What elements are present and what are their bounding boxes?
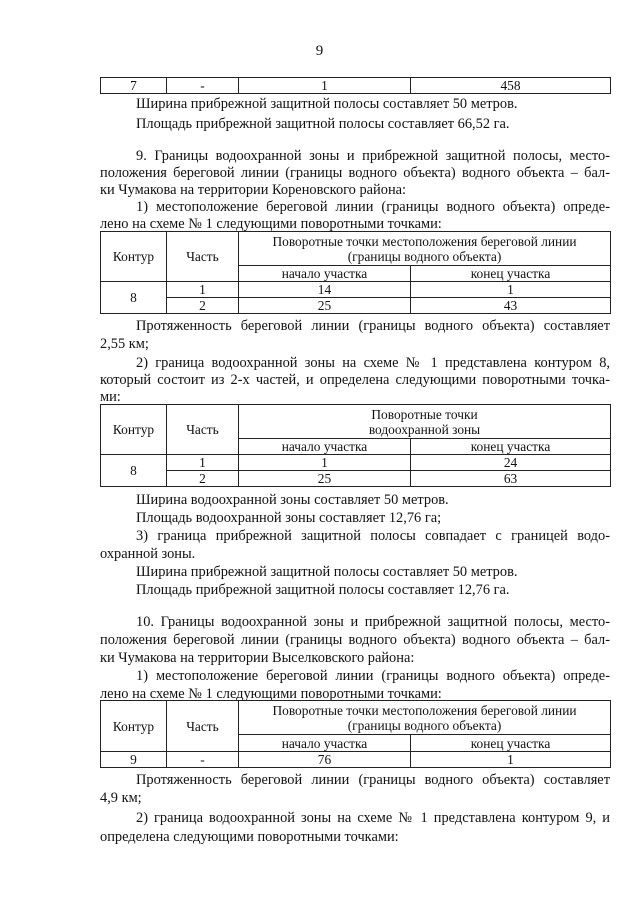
top-table xyxy=(100,77,611,94)
paragraph-line: Площадь прибрежной защитной полосы составляет 12,76 га. xyxy=(136,582,510,598)
group-header: Поворотные точки местоположения береговой линии (границы водного объекта) xyxy=(239,232,611,266)
paragraph-line: который состоит из 2-х частей, и определена следующими поворотными точка- xyxy=(100,372,610,388)
table-cell: 25 xyxy=(239,471,411,487)
column-header: конец участка xyxy=(411,439,611,455)
paragraph-line: 4,9 км; xyxy=(100,790,142,806)
table-cell: 1 xyxy=(167,282,239,298)
paragraph-line: Ширина водоохранной зоны составляет 50 метров. xyxy=(136,492,449,508)
section-heading-line: ки Чумакова на территории Выселковского района: xyxy=(100,650,415,666)
paragraph-line: 2) граница водоохранной зоны на схеме № 1 представлена контуром 9, и xyxy=(136,810,610,826)
paragraph-line: ми: xyxy=(100,389,121,405)
column-header: Контур xyxy=(101,701,167,752)
group-header: Поворотные точки водоохранной зоны xyxy=(239,405,611,439)
paragraph-line: Площадь прибрежной защитной полосы составляет 66,52 га. xyxy=(136,116,510,132)
table-cell: 1 xyxy=(239,78,411,94)
column-header: начало участка xyxy=(239,735,411,752)
table-cell: 25 xyxy=(239,298,411,314)
paragraph-line: Протяженность береговой линии (границы водного объекта) составляет xyxy=(136,318,610,334)
table-cell: 2 xyxy=(167,471,239,487)
paragraph-line: Ширина прибрежной защитной полосы составляет 50 метров. xyxy=(136,564,518,580)
group-header: Поворотные точки местоположения береговой линии (границы водного объекта) xyxy=(239,701,611,735)
paragraph-line: охранной зоны. xyxy=(100,546,196,562)
table-cell: 63 xyxy=(411,471,611,487)
coastline-table-section10 xyxy=(100,700,611,768)
table-row xyxy=(101,282,611,298)
paragraph-line: 3) граница прибрежной защитной полосы совпадает с границей водо- xyxy=(136,528,610,544)
table-cell: 43 xyxy=(411,298,611,314)
table-row xyxy=(101,455,611,471)
table-row xyxy=(101,752,611,768)
table-cell: 9 xyxy=(101,752,167,768)
column-header: Контур xyxy=(101,232,167,282)
column-header: Часть xyxy=(167,701,239,752)
section-heading-line: 9. Границы водоохранной зоны и прибрежной защитной полосы, место- xyxy=(136,148,610,164)
table-cell: 8 xyxy=(101,455,167,487)
paragraph-line: Протяженность береговой линии (границы водного объекта) составляет xyxy=(136,772,610,788)
table-cell: 76 xyxy=(239,752,411,768)
table-cell: 1 xyxy=(167,455,239,471)
paragraph-line: лено на схеме № 1 следующими поворотными точками: xyxy=(100,686,442,702)
column-header: начало участка xyxy=(239,439,411,455)
table-cell: 7 xyxy=(101,78,167,94)
table-cell: 8 xyxy=(101,282,167,314)
paragraph-line: Площадь водоохранной зоны составляет 12,76 га; xyxy=(136,510,442,526)
section-heading-line: положения береговой линии (границы водного объекта) водного объекта – бал- xyxy=(100,165,610,181)
column-header: Часть xyxy=(167,405,239,455)
page-number: 9 xyxy=(315,43,324,59)
column-header: Контур xyxy=(101,405,167,455)
paragraph-line: 1) местоположение береговой линии (границы водного объекта) опреде- xyxy=(136,199,610,215)
table-cell: - xyxy=(167,752,239,768)
column-header: конец участка xyxy=(411,735,611,752)
table-cell: 14 xyxy=(239,282,411,298)
paragraph-line: лено на схеме № 1 следующими поворотными точками: xyxy=(100,216,442,232)
water-zone-table-section9 xyxy=(100,404,611,487)
table-cell: 2 xyxy=(167,298,239,314)
table-cell: 1 xyxy=(239,455,411,471)
table-cell: 1 xyxy=(411,282,611,298)
paragraph-line: 2) граница водоохранной зоны на схеме № 1 представлена контуром 8, xyxy=(136,355,610,371)
coastline-table-section9 xyxy=(100,231,611,314)
table-cell: - xyxy=(167,78,239,94)
table-row xyxy=(101,78,611,94)
column-header: начало участка xyxy=(239,266,411,282)
table-cell: 24 xyxy=(411,455,611,471)
table-row xyxy=(101,471,611,487)
table-cell: 1 xyxy=(411,752,611,768)
paragraph-line: определена следующими поворотными точками: xyxy=(100,829,399,845)
section-heading-line: 10. Границы водоохранной зоны и прибрежной защитной полосы, место- xyxy=(136,614,610,630)
paragraph-line: 2,55 км; xyxy=(100,336,149,352)
table-cell: 458 xyxy=(411,78,611,94)
column-header: конец участка xyxy=(411,266,611,282)
paragraph-line: 1) местоположение береговой линии (границы водного объекта) опреде- xyxy=(136,668,610,684)
section-heading-line: положения береговой линии (границы водного объекта) водного объекта – бал- xyxy=(100,632,610,648)
column-header: Часть xyxy=(167,232,239,282)
paragraph-line: Ширина прибрежной защитной полосы составляет 50 метров. xyxy=(136,96,518,112)
section-heading-line: ки Чумакова на территории Кореновского района: xyxy=(100,182,407,198)
table-row xyxy=(101,298,611,314)
